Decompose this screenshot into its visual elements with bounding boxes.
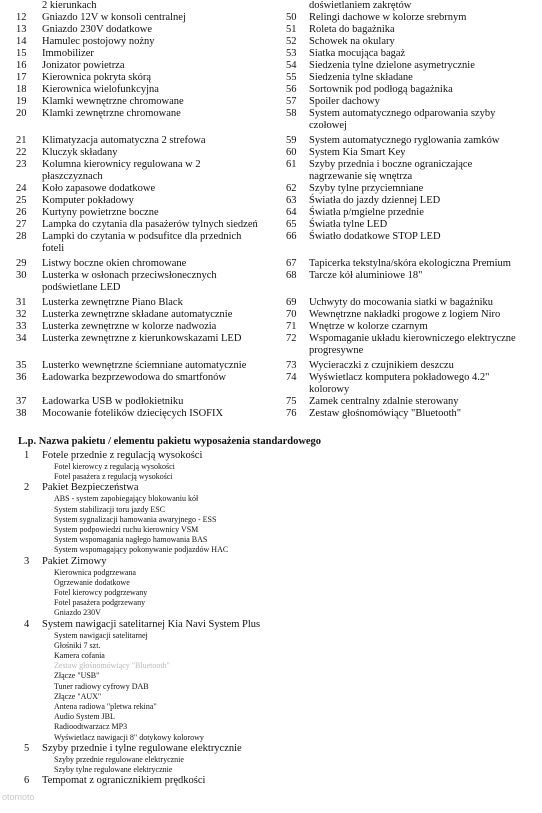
item-number: 60 — [286, 147, 297, 158]
item-label: Kluczyk składany — [42, 147, 118, 158]
item-label: Tarcze kół aluminiowe 18" — [309, 270, 423, 281]
item-label: Lusterka zewnętrzne Piano Black — [42, 297, 183, 308]
item-number: 36 — [16, 372, 27, 383]
package-element: Fotel pasażera podgrzewany — [54, 598, 146, 608]
item-number: 50 — [286, 12, 297, 23]
equipment-row — [0, 258, 542, 270]
item-number: 51 — [286, 24, 297, 35]
item-number: 64 — [286, 207, 297, 218]
item-number: 73 — [286, 360, 297, 371]
item-label: Sortownik pod podłogą bagażnika — [309, 84, 453, 95]
item-label: Immobilizer — [42, 48, 94, 59]
item-label: Klamki zewnętrzne chromowane — [42, 108, 181, 119]
item-label: Wewnętrzne nakładki progowe z logiem Niro — [309, 309, 501, 320]
equipment-row — [0, 135, 542, 147]
equipment-row — [0, 372, 542, 396]
package-number: 1 — [24, 450, 30, 461]
equipment-row — [0, 321, 542, 333]
equipment-row — [0, 309, 542, 321]
equipment-row — [0, 147, 542, 159]
equipment-row — [0, 36, 542, 48]
item-label: Mocowanie fotelików dziecięcych ISOFIX — [42, 408, 224, 419]
equipment-row — [0, 183, 542, 195]
package-name: Pakiet Zimowy — [42, 555, 107, 567]
item-number: 57 — [286, 96, 297, 107]
item-label: Zestaw głośnomówiący "Bluetooth" — [309, 408, 462, 419]
item-number: 65 — [286, 219, 297, 230]
item-label: Zamek centralny zdalnie sterowany — [309, 396, 459, 407]
equipment-row — [0, 207, 542, 219]
package-element: System nawigacji satelitarnej — [54, 630, 148, 640]
item-number: 53 — [286, 48, 297, 59]
package-number: 3 — [24, 555, 30, 567]
item-number: 31 — [16, 297, 27, 308]
item-label: Uchwyty do mocowania siatki w bagażniku — [309, 297, 493, 308]
item-label: Siedzenia tylne składane — [309, 72, 413, 83]
package-element: Tuner radiowy cyfrowy DAB — [54, 681, 149, 691]
item-label: podświetlane LED — [42, 282, 121, 293]
watermark: otomoto — [2, 792, 35, 802]
package-element: System wspomagania nagłego hamowania BAS — [54, 535, 208, 545]
item-label: Komputer pokładowy — [42, 195, 134, 206]
package-element: Szyby tylne regulowane elektrycznie — [54, 765, 173, 775]
package-element: Złącze "AUX" — [54, 691, 102, 701]
equipment-row — [0, 84, 542, 96]
package-element: Kierownica podgrzewana — [54, 567, 136, 577]
package-element: Fotel kierowcy podgrzewany — [54, 588, 148, 598]
item-label: foteli — [42, 243, 65, 254]
item-number: 30 — [16, 270, 27, 281]
item-number: 56 — [286, 84, 297, 95]
item-label: Lusterka zewnętrzne składane automatycznie — [42, 309, 233, 320]
item-number: 18 — [16, 84, 27, 95]
package-element: Zestaw głośnomówiący "Bluetooth" — [54, 661, 170, 671]
item-label: Światła p/mgielne przednie — [309, 207, 424, 218]
item-label: czołowej — [309, 120, 347, 131]
item-number: 58 — [286, 108, 297, 119]
packages-list — [0, 450, 542, 787]
package-element: Kamera cofania — [54, 651, 105, 661]
package-name: Szyby przednie i tylne regulowane elektrycznie — [42, 742, 242, 754]
item-number: 27 — [16, 219, 27, 230]
item-label: Lampka do czytania dla pasażerów tylnych siedzeń — [42, 219, 258, 230]
equipment-row — [0, 108, 542, 135]
item-number: 25 — [16, 195, 27, 206]
equipment-row — [0, 159, 542, 183]
item-label: Wycieraczki z czujnikiem deszczu — [309, 360, 454, 371]
item-label: Koło zapasowe dodatkowe — [42, 183, 156, 194]
equipment-row — [0, 396, 542, 408]
item-label: Szyby tylne przyciemniane — [309, 183, 424, 194]
item-label: Tapicerka tekstylna/skóra ekologiczna Premium — [309, 258, 511, 269]
item-number: 24 — [16, 183, 27, 194]
package-number: 5 — [24, 742, 30, 754]
package-block — [0, 619, 542, 743]
item-number: 76 — [286, 408, 297, 419]
package-element: Wyświetlacz nawigacji 8" dotykowy kolorowy — [54, 732, 204, 742]
equipment-row — [0, 408, 542, 420]
item-number: 26 — [16, 207, 27, 218]
item-label: Roleta do bagażnika — [309, 24, 395, 35]
package-element: Audio System JBL — [54, 712, 115, 722]
item-number: 33 — [16, 321, 27, 332]
item-label: Światła tylne LED — [309, 219, 388, 230]
package-name: System nawigacji satelitarnej Kia Navi System Plus — [42, 618, 261, 630]
item-label: Gniazdo 230V dodatkowe — [42, 24, 153, 35]
item-label: Lusterka zewnętrzne z kierunkowskazami LED — [42, 333, 242, 344]
item-number: 69 — [286, 297, 297, 308]
item-number: 66 — [286, 231, 297, 242]
package-block — [0, 482, 542, 555]
item-label: System Kia Smart Key — [309, 147, 406, 158]
package-name: Pakiet Bezpieczeństwa — [42, 482, 139, 494]
item-label: Wspomaganie układu kierowniczego elektryczne — [309, 333, 516, 344]
item-label: Kolumna kierownicy regulowana w 2 — [42, 159, 201, 170]
item-label: kolorowy — [309, 384, 350, 395]
equipment-row — [0, 195, 542, 207]
item-number: 63 — [286, 195, 297, 206]
package-element: Fotel kierowcy z regulacją wysokości — [54, 462, 175, 471]
item-label: Kierownica pokryta skórą — [42, 72, 152, 83]
item-label: Kurtyny powietrzne boczne — [42, 207, 159, 218]
package-number: 4 — [24, 618, 30, 630]
item-number: 72 — [286, 333, 297, 344]
equipment-row — [0, 48, 542, 60]
item-number: 14 — [16, 36, 27, 47]
item-label: Listwy boczne okien chromowane — [42, 258, 187, 269]
package-element: Szyby przednie regulowane elektrycznie — [54, 754, 184, 764]
item-label: System automatycznego ryglowania zamków — [309, 135, 500, 146]
item-label: Wyświetlacz komputera pokładowego 4.2" — [309, 372, 490, 383]
package-element: Głośniki 7 szt. — [54, 640, 101, 650]
equipment-row — [0, 0, 542, 12]
item-number: 29 — [16, 258, 27, 269]
package-element: Radioodtwarzacz MP3 — [54, 722, 128, 732]
package-element: Ogrzewanie dodatkowe — [54, 577, 130, 587]
item-number: 55 — [286, 72, 297, 83]
package-block — [0, 743, 542, 775]
package-element: System podpowiedzi ruchu kierownicy VSM — [54, 525, 199, 535]
item-number: 74 — [286, 372, 297, 383]
item-number: 20 — [16, 108, 27, 119]
item-number: 52 — [286, 36, 297, 47]
item-number: 35 — [16, 360, 27, 371]
item-label: Schowek na okulary — [309, 36, 395, 47]
item-label: doświetlaniem zakrętów — [309, 0, 412, 11]
item-label: Lusterka w osłonach przeciwsłonecznych — [42, 270, 217, 281]
item-label: Gniazdo 12V w konsoli centralnej — [42, 12, 186, 23]
item-label: Światła do jazdy dziennej LED — [309, 195, 441, 206]
equipment-row — [0, 360, 542, 372]
item-number: 62 — [286, 183, 297, 194]
item-label: Klamki wewnętrzne chromowane — [42, 96, 184, 107]
package-number: 6 — [24, 775, 30, 787]
item-label: System automatycznego odparowania szyby — [309, 108, 496, 119]
item-label: Klimatyzacja automatyczna 2 strefowa — [42, 135, 206, 146]
item-number: 16 — [16, 60, 27, 71]
item-number: 34 — [16, 333, 27, 344]
item-number: 15 — [16, 48, 27, 59]
item-number: 12 — [16, 12, 27, 23]
item-number: 37 — [16, 396, 27, 407]
item-label: Siatka mocująca bagaż — [309, 48, 406, 59]
item-number: 59 — [286, 135, 297, 146]
item-number: 13 — [16, 24, 27, 35]
item-number: 75 — [286, 396, 297, 407]
equipment-row — [0, 333, 542, 360]
equipment-row — [0, 24, 542, 36]
item-number: 32 — [16, 309, 27, 320]
equipment-row — [0, 270, 542, 297]
item-label: Kierownica wielofunkcyjna — [42, 84, 159, 95]
package-element: ABS - system zapobiegający blokowaniu kół — [54, 494, 199, 504]
item-label: progresywne — [309, 345, 364, 356]
package-block — [0, 556, 542, 619]
item-label: Wnętrze w kolorze czarnym — [309, 321, 428, 332]
package-number: 2 — [24, 482, 30, 494]
item-label: Lusterko wewnętrzne ściemniane automatycznie — [42, 360, 247, 371]
item-number: 38 — [16, 408, 27, 419]
package-element: System sygnalizacji hamowania awaryjnego - ESS — [54, 514, 217, 524]
package-element: Fotel pasażera z regulacją wysokości — [54, 472, 173, 482]
item-number: 28 — [16, 231, 27, 242]
item-label: Relingi dachowe w kolorze srebrnym — [309, 12, 467, 23]
item-number: 23 — [16, 159, 27, 170]
package-name: Fotele przednie z regulacją wysokości — [42, 450, 203, 461]
item-label: Spoiler dachowy — [309, 96, 380, 107]
package-element: Antena radiowa "pletwa rekina" — [54, 702, 157, 712]
package-block — [0, 775, 542, 787]
equipment-row — [0, 231, 542, 258]
item-number: 67 — [286, 258, 297, 269]
item-label: Ładowarka bezprzewodowa do smartfonów — [42, 372, 226, 383]
item-label: Siedzenia tylne dzielone asymetrycznie — [309, 60, 475, 71]
item-number: 19 — [16, 96, 27, 107]
equipment-row — [0, 219, 542, 231]
package-name: Tempomat z ogranicznikiem prędkości — [42, 775, 206, 787]
package-element: Gniazdo 230V — [54, 608, 101, 618]
item-number: 17 — [16, 72, 27, 83]
item-label: płaszczyznach — [42, 171, 103, 182]
item-number: 22 — [16, 147, 27, 158]
equipment-row — [0, 60, 542, 72]
item-label: Szyby przednia i boczne ograniczające — [309, 159, 473, 170]
item-number: 54 — [286, 60, 297, 71]
equipment-row — [0, 12, 542, 24]
equipment-row — [0, 72, 542, 84]
item-number: 71 — [286, 321, 297, 332]
packages-header: L.p. Nazwa pakietu / elementu pakietu wyposażenia standardowego — [18, 436, 322, 447]
item-label: Hamulec postojowy nożny — [42, 36, 155, 47]
item-label: Światło dodatkowe STOP LED — [309, 231, 441, 242]
item-number: 68 — [286, 270, 297, 281]
item-number — [271, 0, 309, 12]
item-label: Lampki do czytania w podsufitce dla przednich — [42, 231, 242, 242]
equipment-row — [0, 297, 542, 309]
package-element: System stabilizacji toru jazdy ESC — [54, 504, 166, 514]
item-label: nagrzewanie się wnętrza — [309, 171, 413, 182]
package-element: System wspomagający pokonywanie podjazdów HAC — [54, 545, 229, 555]
item-label: Ładowarka USB w podłokietniku — [42, 396, 184, 407]
item-number: 61 — [286, 159, 297, 170]
package-element: Złącze "USB" — [54, 671, 100, 681]
item-label: 2 kierunkach — [42, 0, 97, 11]
equipment-row — [0, 96, 542, 108]
package-block — [0, 450, 542, 482]
item-label: Jonizator powietrza — [42, 60, 125, 71]
item-label: Lusterka zewnętrzne w kolorze nadwozia — [42, 321, 217, 332]
item-number: 70 — [286, 309, 297, 320]
item-number: 21 — [16, 135, 27, 146]
